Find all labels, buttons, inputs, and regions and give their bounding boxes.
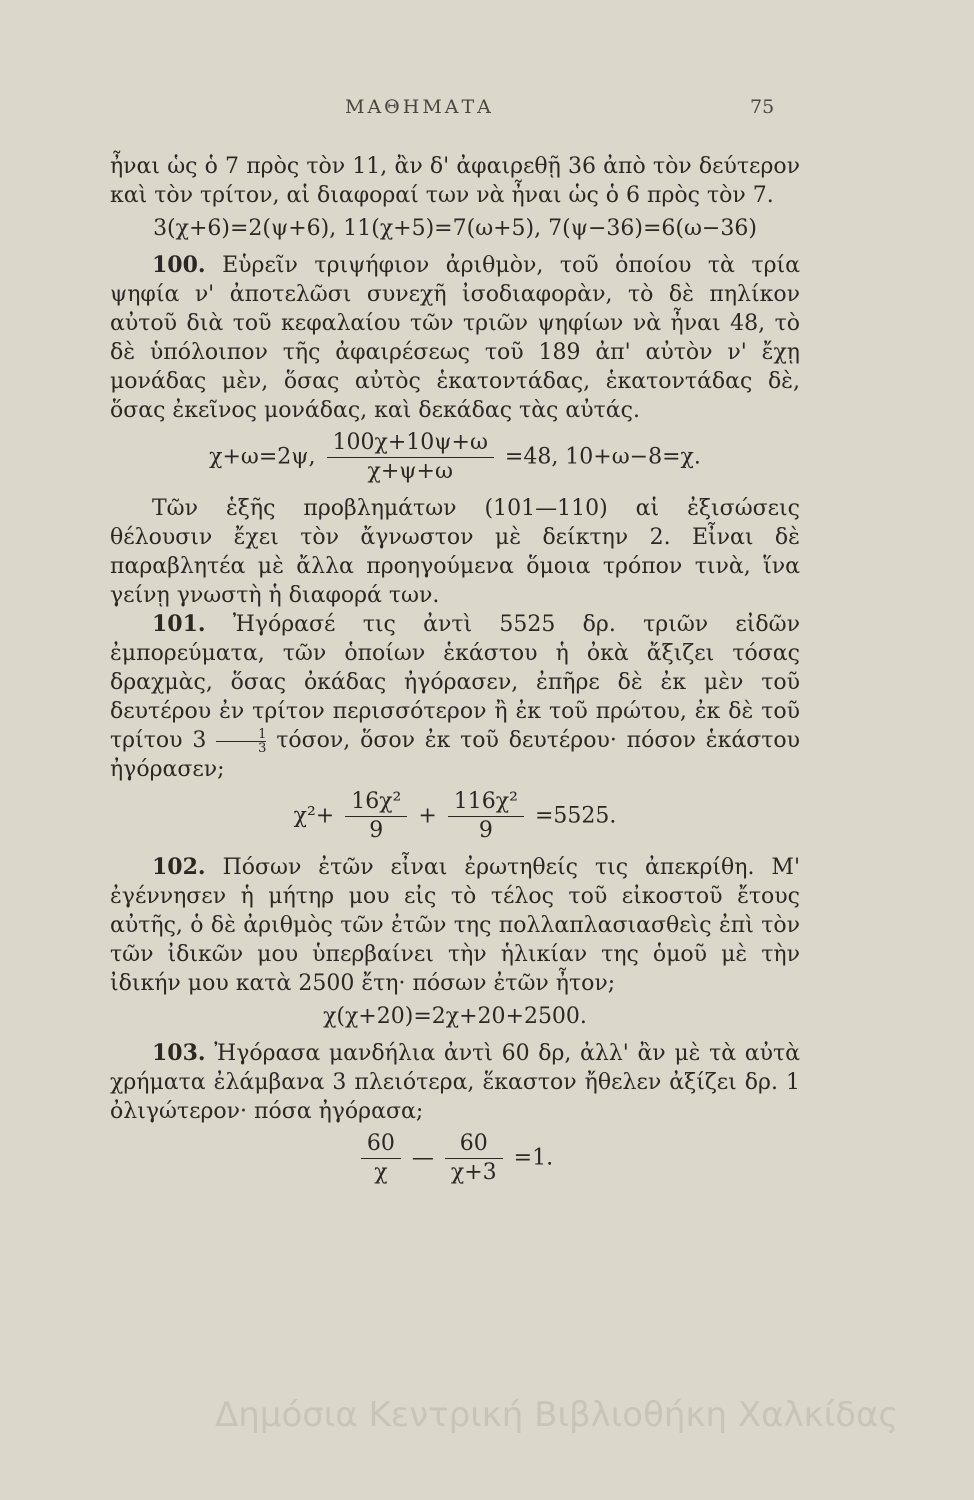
paragraph-continued: ἦναι ὡς ὁ 7 πρὸς τὸν 11, ἂν δ' ἀφαιρεθῇ 36 ἀπὸ τὸν δεύτερον καὶ τὸν τρίτον, αἱ διαφοραί των νὰ ἦναι ὡς ὁ 6 πρὸς τὸν 7. bbox=[110, 154, 800, 208]
equation-part: + bbox=[418, 803, 437, 829]
page-header bbox=[0, 96, 974, 126]
fraction bbox=[327, 429, 494, 486]
problem-text: Εὑρεῖν τριψήφιον ἀριθμὸν, τοῦ ὁποίου τὰ τρία ψηφία ν' ἀποτελῶσι συνεχῆ ἰσοδιαφορὰν, τὸ δὲ πηλίκον αὐτοῦ διὰ τοῦ κεφαλαίου τῶν τριῶν ψηφίων νὰ ἦναι 48, τὸ δὲ ὑπόλοιπον τῆς ἀφαιρέσεως τοῦ 189 ἀπ' αὐτὸν ν' ἔχῃ μονάδας μὲν, ὅσας αὐτὸς ἑκατοντάδας, ἑκατοντάδας δὲ, ὅσας ἐκεῖνος μονάδας, καὶ δεκάδας τὰς αὐτάς. bbox=[110, 253, 800, 423]
problem-number: 102. bbox=[152, 854, 206, 880]
page-number: 75 bbox=[750, 96, 775, 118]
denominator: 9 bbox=[478, 818, 493, 843]
problem-text: Πόσων ἐτῶν εἶναι ἐρωτηθείς τις ἀπεκρίθη. Μ' ἐγέννησεν ἡ μήτηρ μου εἰς τὸ τέλος τοῦ εἰκοστοῦ ἔτους αὐτῆς, ὁ δὲ ἀριθμὸς τῶν ἐτῶν της πολλαπλασιασθεὶς ἐπὶ τὸν τῶν ἰδικῶν μου ὑπερβαίνει τὴν ἡλικίαν της ὁμοῦ μὲ τὴν ἰδικήν μου κατὰ 2500 ἔτη· πόσων ἐτῶν ἦτον; bbox=[110, 855, 800, 996]
denominator: 9 bbox=[369, 818, 384, 843]
equation-102: χ(χ+20)=2χ+20+2500. bbox=[323, 1004, 587, 1029]
note-paragraph: Τῶν ἑξῆς προβλημάτων (101—110) αἱ ἐξισώσεις θέλουσιν ἔχει τὸν ἄγνωστον μὲ δείκτην 2. Εἶναι δὲ παραβλητέα μὲ ἄλλα προηγούμενα ὅμοια τρόπον τινὰ, ἵνα γείνῃ γνωστὴ ἡ διαφορά των. bbox=[110, 496, 800, 608]
numerator: 16χ² bbox=[345, 788, 407, 817]
numerator: 60 bbox=[445, 1130, 503, 1159]
fraction bbox=[361, 1130, 401, 1187]
denominator: χ+ψ+ω bbox=[367, 459, 453, 484]
problem-text: Ἠγόρασα μανδήλια ἀντὶ 60 δρ, ἀλλ' ἂν μὲ τὰ αὐτὰ χρήματα ἐλάμβανα 3 πλειότερα, ἕκαστον ἤθελεν ἀξίζει δρ. 1 ὀλιγώτερον· πόσα ἠγόρασα; bbox=[110, 1041, 800, 1124]
equation-part: =48, 10+ω−8=χ. bbox=[504, 444, 701, 470]
problem-number: 103. bbox=[152, 1040, 206, 1066]
denominator: χ+3 bbox=[450, 1160, 497, 1185]
numerator: 60 bbox=[361, 1130, 401, 1159]
numerator: 1 bbox=[216, 728, 266, 742]
problem-text: τόσον, ὅσον ἐκ τοῦ δευτέρου· πόσον ἑκάστου ἠγόρασεν; bbox=[110, 728, 801, 782]
equation-part: =5525. bbox=[534, 803, 617, 829]
equation-part: χ²+ bbox=[293, 803, 335, 829]
equation-103 bbox=[110, 1130, 800, 1187]
problem-102 bbox=[110, 853, 800, 998]
problem-101 bbox=[110, 610, 800, 784]
fraction bbox=[445, 1130, 503, 1187]
problem-text: Ἠγόρασέ τις ἀντὶ 5525 δρ. τριῶν εἰδῶν ἐμπορεύματα, τῶν ὁποίων ἑκάστου ἡ ὀκὰ ἄξιζει τόσας δραχμὰς, ὅσας ὀκάδας ἠγόρασεν, ἐπῆρε δὲ ἐκ μὲν τοῦ δευτέρου ἐν τρίτον περισσότερον ἢ ἐκ τοῦ πρώτου, ἐκ δὲ τοῦ τρίτου 3 bbox=[110, 612, 800, 753]
equation-99: 3(χ+6)=2(ψ+6), 11(χ+5)=7(ω+5), 7(ψ−36)=6(ω−36) bbox=[153, 216, 757, 241]
denominator: χ bbox=[374, 1160, 388, 1185]
problem-103 bbox=[110, 1039, 800, 1126]
inline-fraction bbox=[216, 728, 266, 755]
fraction bbox=[345, 788, 407, 845]
equation-part: — bbox=[411, 1145, 434, 1171]
problem-number: 100. bbox=[152, 252, 206, 278]
running-head: ΜΑΘΗΜΑΤΑ bbox=[345, 96, 494, 118]
equation-part: =1. bbox=[513, 1145, 554, 1171]
numerator: 116χ² bbox=[448, 788, 524, 817]
page-body bbox=[110, 152, 800, 1195]
numerator: 100χ+10ψ+ω bbox=[327, 429, 494, 458]
denominator: 3 bbox=[258, 740, 267, 756]
equation-100 bbox=[110, 429, 800, 486]
problem-number: 101. bbox=[152, 611, 206, 637]
equation-part: χ+ω=2ψ, bbox=[209, 444, 316, 470]
problem-100 bbox=[110, 251, 800, 425]
fraction bbox=[448, 788, 524, 845]
equation-101 bbox=[110, 788, 800, 845]
library-watermark: Δημόσια Κεντρική Βιβλιοθήκη Χαλκίδας bbox=[215, 1395, 899, 1435]
